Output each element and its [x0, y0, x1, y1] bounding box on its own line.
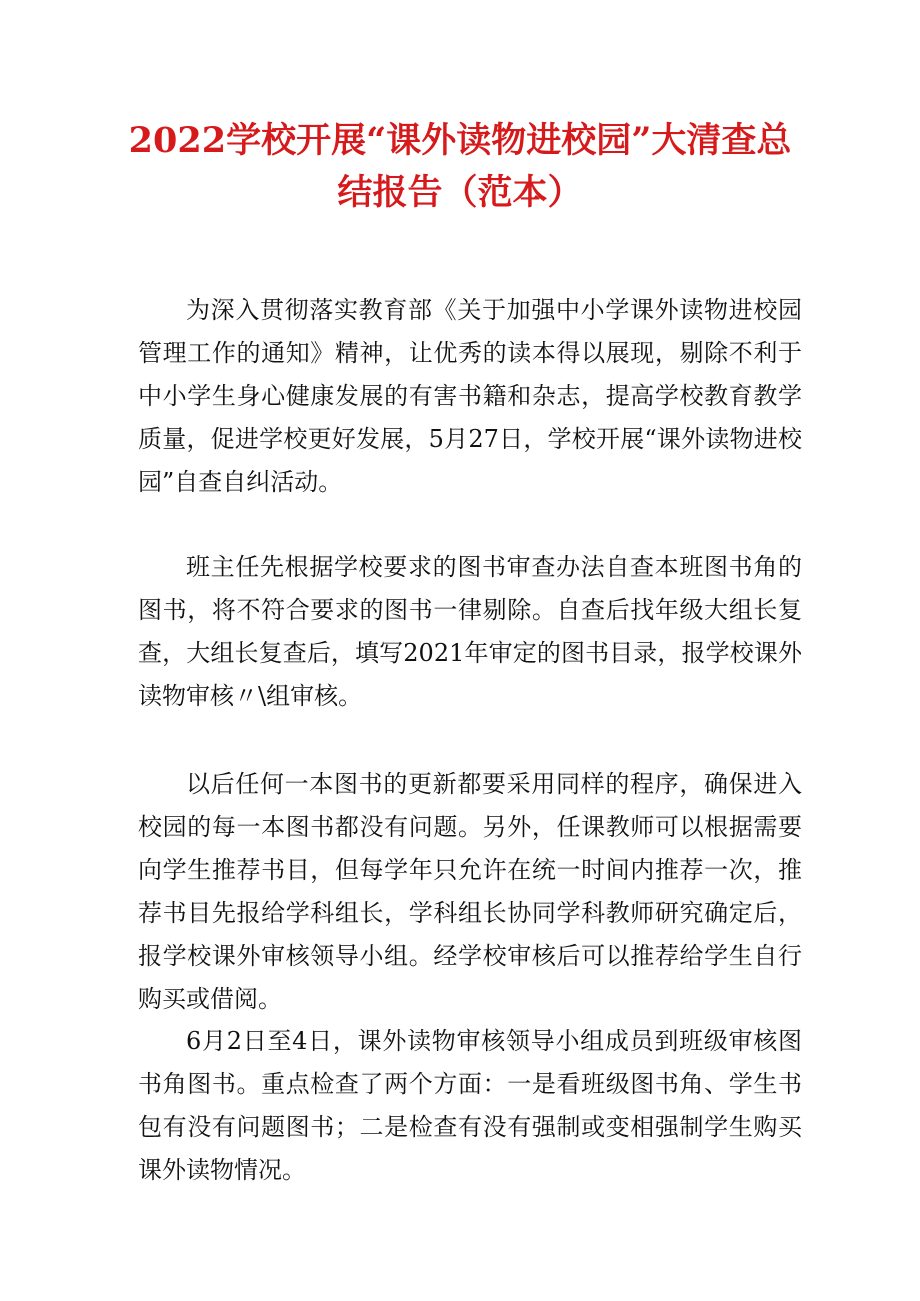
title-line-2: 结报告（范本） — [337, 172, 583, 213]
paragraph-intro: 为深入贯彻落实教育部《关于加强中小学课外读物进校园管理工作的通知》精神，让优秀的读本得以展现，剔除不利于中小学生身心健康发展的有害书籍和杂志，提高学校教育教学质量，促进学校更好发展，5月27日，学校开展“课外读物进校园”自查自纠活动。 — [138, 296, 802, 496]
paragraph-inspection: 6月2日至4日，课外读物审核领导小组成员到班级审核图书角图书。重点检查了两个方面：一是看班级图书角、学生书包有没有问题图书；二是检查有没有强制或变相强制学生购买课外读物情况。 — [138, 1027, 802, 1184]
title-line-1: 2022学校开展“课外读物进校园”大清查总 — [128, 120, 792, 161]
paragraph-update-procedure: 以后任何一本图书的更新都要采用同样的程序，确保进入校园的每一本图书都没有问题。另外，任课教师可以根据需要向学生推荐书目，但每学年只允许在统一时间内推荐一次，推荐书目先报给学科组长，学科组长协同学科教师研究确定后，报学校课外审核领导小组。经学校审核后可以推荐给学生自行购买或借阅。 — [138, 770, 802, 1013]
document-title — [108, 115, 812, 219]
paragraph-class-self-check: 班主任先根据学校要求的图书审查办法自查本班图书角的图书，将不符合要求的图书一律剔除。自查后找年级大组长复查，大组长复查后，填写2021年审定的图书目录，报学校课外读物审核〃\组审核。 — [138, 553, 802, 710]
